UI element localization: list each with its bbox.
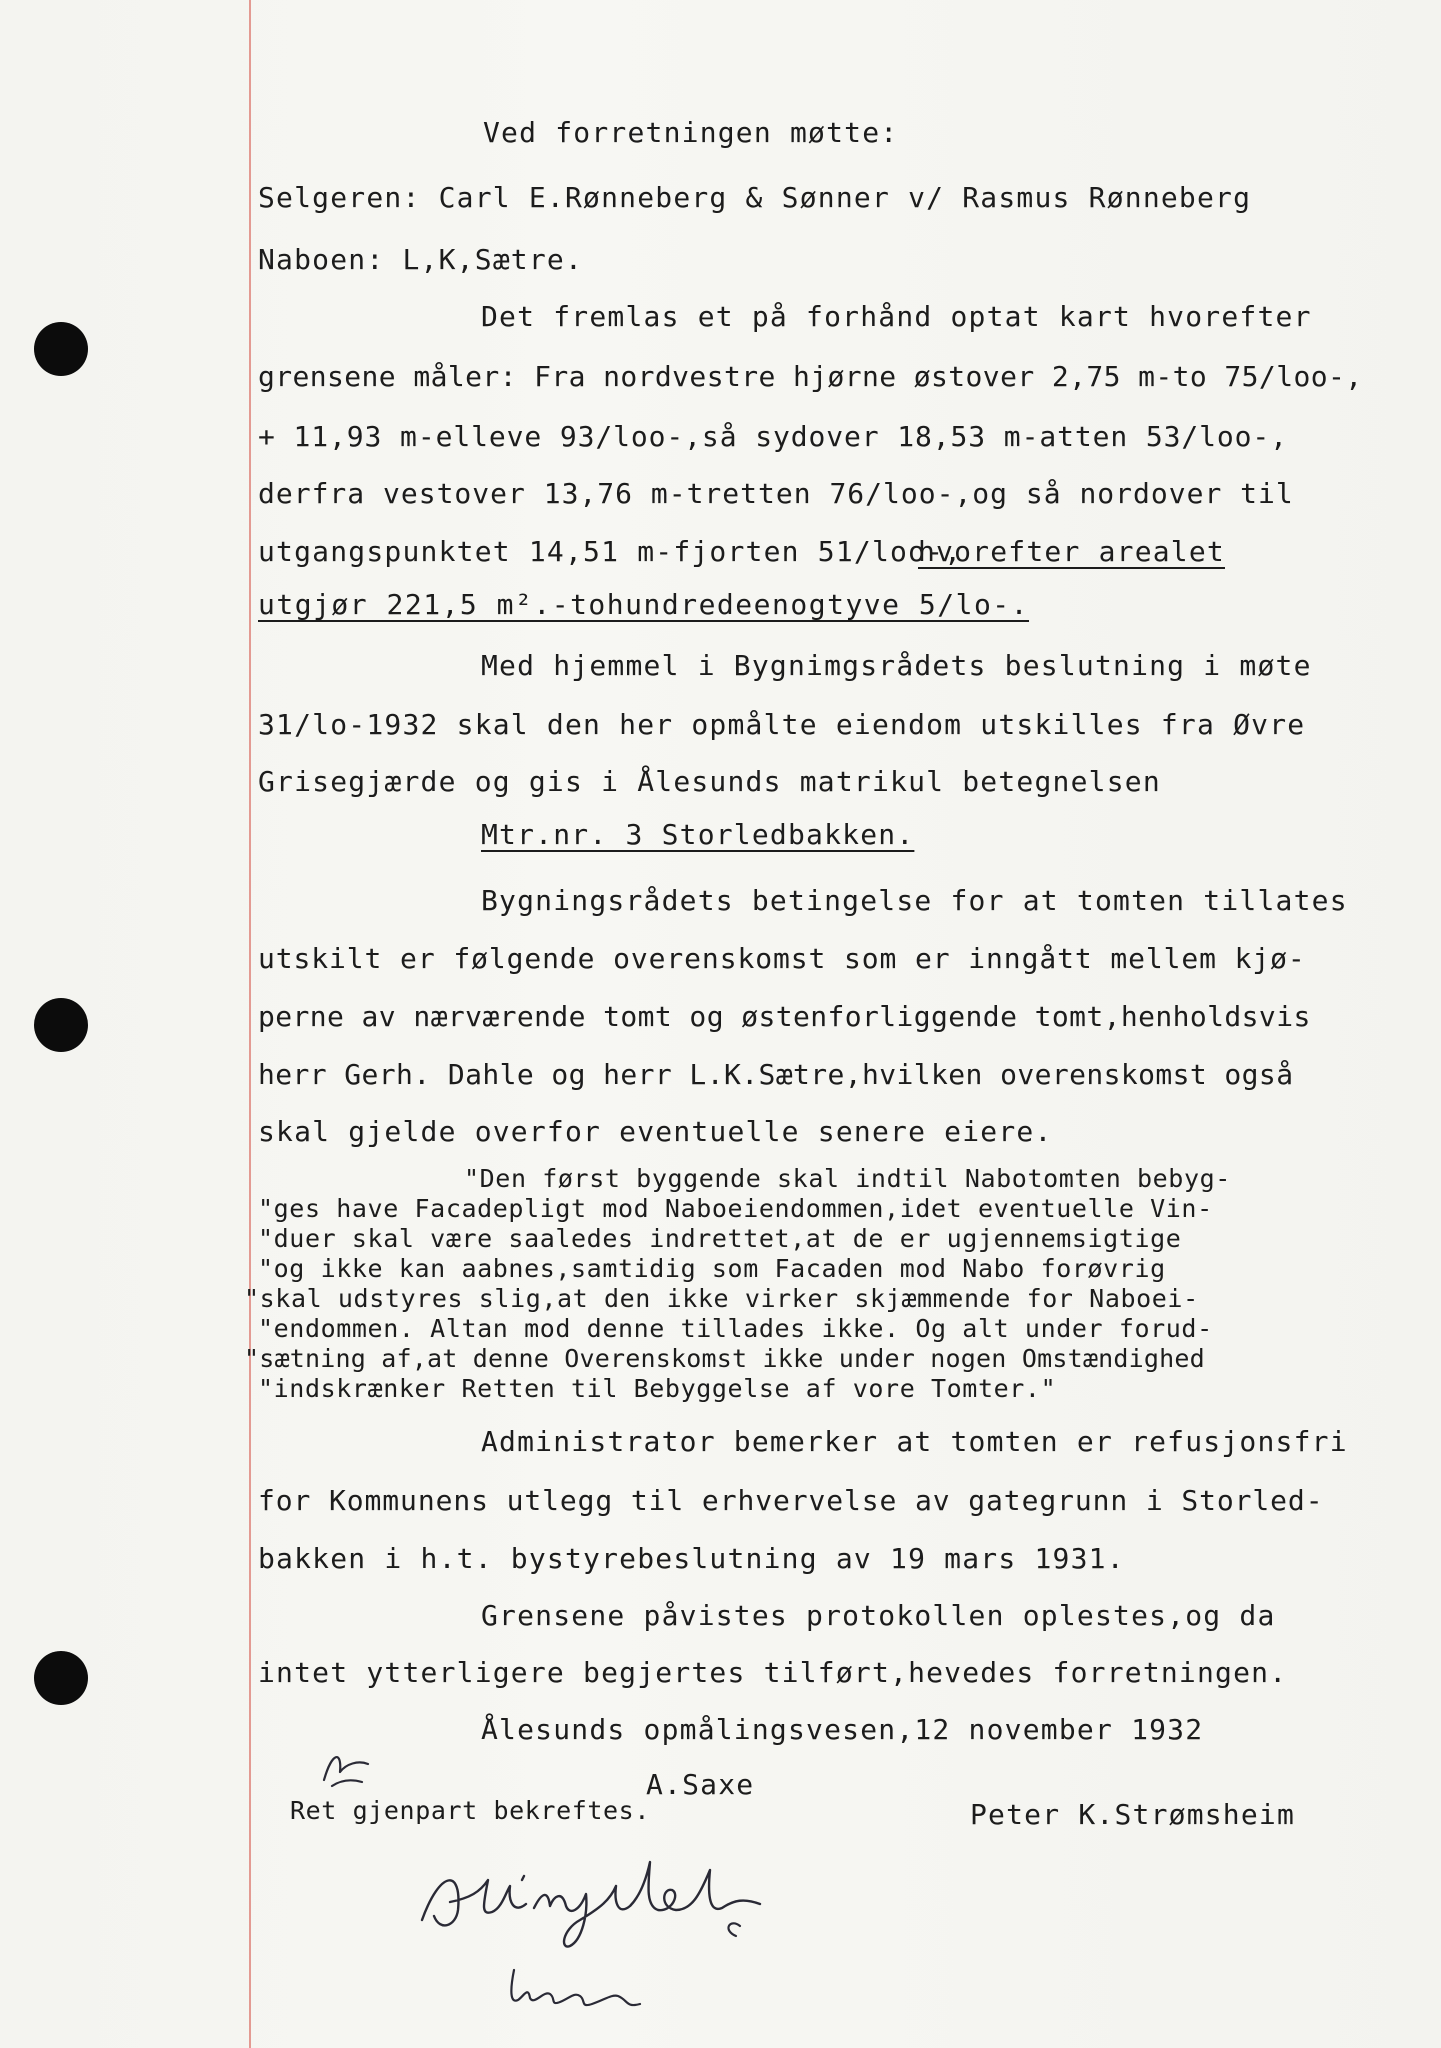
text-line: skal gjelde overfor eventuelle senere eiere. (258, 1115, 1053, 1148)
text-line: utskilt er følgende overenskomst som er inngått mellem kjø- (258, 942, 1306, 975)
quote-line: "duer skal være saaledes indrettet,at de er ugjennemsigtige (258, 1224, 1182, 1253)
quote-line: "sætning af,at denne Overenskomst ikke under nogen Omstændighed (244, 1344, 1205, 1373)
punch-hole (34, 998, 88, 1052)
text-line: intet ytterligere begjertes tilført,hevedes forretningen. (258, 1656, 1288, 1689)
underlined-text: hvorefter arealet (918, 535, 1225, 568)
text-line: perne av nærværende tomt og østenforliggende tomt,henholdsvis (258, 1000, 1311, 1033)
text-line: Bygningsrådets betingelse for at tomten tillates (481, 884, 1348, 917)
margin-line (249, 0, 251, 2048)
text-line: 31/lo-1932 skal den her opmålte eiendom utskilles fra Øvre (258, 708, 1306, 741)
punch-hole (34, 1651, 88, 1705)
text-line: Selgeren: Carl E.Rønneberg & Sønner v/ Rasmus Rønneberg (258, 181, 1252, 214)
text-line: Med hjemmel i Bygnimgsrådets beslutning i møte (481, 649, 1312, 682)
certification-line: Ret gjenpart bekreftes. (290, 1796, 650, 1825)
text-line: herr Gerh. Dahle og herr L.K.Sætre,hvilken overenskomst også (258, 1058, 1294, 1091)
underlined-text: utgjør 221,5 m².-tohundredeenogtyve 5/lo-. (258, 588, 1030, 621)
quote-line: "indskrænker Retten til Bebyggelse af vore Tomter." (258, 1374, 1057, 1403)
text-line: for Kommunens utlegg til erhvervelse av gategrunn i Storled- (258, 1484, 1324, 1517)
text-line: derfra vestover 13,76 m-tretten 76/loo-,og så nordover til (258, 477, 1294, 510)
text-line: utgangspunktet 14,51 m-fjorten 51/loo-, (258, 535, 963, 568)
signatory-name: Peter K.Strømsheim (970, 1798, 1296, 1831)
text-line: grensene måler: Fra nordvestre hjørne østover 2,75 m-to 75/loo-, (258, 360, 1363, 393)
quote-line: "og ikke kan aabnes,samtidig som Facaden mod Nabo forøvrig (258, 1254, 1166, 1283)
punch-hole (34, 322, 88, 376)
handwritten-signature (410, 1850, 800, 1970)
text-line: Grisegjærde og gis i Ålesunds matrikul betegnelsen (258, 765, 1161, 798)
text-line: Grensene påvistes protokollen oplestes,og da (481, 1599, 1276, 1632)
text-line: Naboen: L,K,Sætre. (258, 243, 584, 276)
text-line: bakken i h.t. bystyrebeslutning av 19 mars 1931. (258, 1542, 1125, 1575)
underlined-heading: Mtr.nr. 3 Storledbakken. (481, 818, 915, 851)
text-line: Administrator bemerker at tomten er refusjonsfri (481, 1425, 1348, 1458)
text-line: Ved forretningen møtte: (483, 116, 899, 149)
signatory-name: A.Saxe (646, 1768, 755, 1801)
quote-line: "endommen. Altan mod denne tillades ikke. Og alt under forud- (258, 1314, 1213, 1343)
text-line: Ålesunds opmålingsvesen,12 november 1932 (481, 1713, 1204, 1746)
quote-line: "Den først byggende skal indtil Nabotomten bebyg- (464, 1164, 1231, 1193)
quote-line: "skal udstyres slig,at den ikke virker skjæmmende for Naboei- (244, 1284, 1199, 1313)
text-line: Det fremlas et på forhånd optat kart hvorefter (481, 300, 1312, 333)
text-line: + 11,93 m-elleve 93/loo-,så sydover 18,53 m-atten 53/loo-, (258, 420, 1288, 453)
quote-line: "ges have Facadepligt mod Naboeiendommen,idet eventuelle Vin- (258, 1194, 1213, 1223)
handwritten-initials (500, 1960, 650, 2020)
handwritten-mark (318, 1742, 378, 1802)
